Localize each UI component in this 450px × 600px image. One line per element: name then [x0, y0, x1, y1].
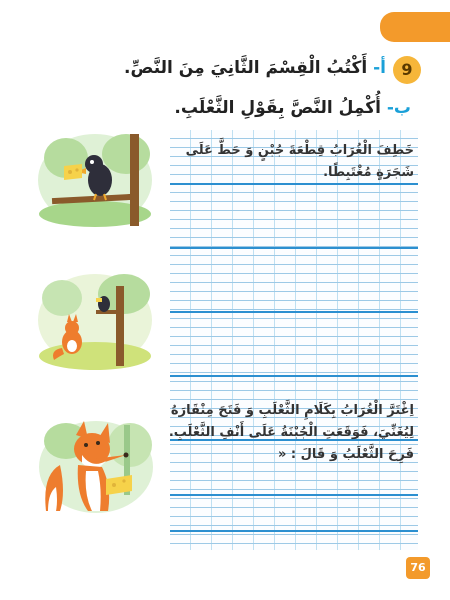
- writing-baseline: [170, 494, 418, 496]
- fox-with-cheese-illustration: [36, 415, 154, 515]
- crow-with-cheese-illustration: [36, 128, 154, 228]
- instruction-b-prefix: ب-: [386, 98, 411, 118]
- paragraph-line: لِيُغَنِّيَ، فَوَقَعَتِ الْجُبْنَةُ عَلَى أَنْفِ الثَّعْلَبِ.: [168, 425, 414, 440]
- ruled-writing-area[interactable]: [170, 130, 418, 550]
- writing-baseline: [170, 530, 418, 532]
- paragraph-line: فَرِحَ الثَّعْلَبُ وَ قَالَ : «: [278, 447, 414, 462]
- instruction-a-prefix: أ-: [373, 58, 386, 78]
- chapter-tab: [380, 12, 450, 42]
- fox-and-crow-illustration: [36, 270, 154, 370]
- instruction-b: [174, 98, 411, 118]
- instruction-a-text: أَكْتُبُ الْقِسْمَ الثَّانِيَ مِنَ النَّصِّ.: [124, 58, 368, 78]
- writing-baseline: [170, 247, 418, 249]
- paragraph-line: شَجَرَةٍ مُغْتَبِطًا.: [323, 165, 414, 180]
- text-paragraph-2: [168, 400, 414, 466]
- instruction-b-text: أُكْمِلُ النَّصَّ بِقَوْلِ الثَّعْلَبِ.: [174, 98, 381, 118]
- instruction-a: [124, 58, 386, 78]
- page-number-badge: 76: [406, 557, 430, 579]
- paragraph-line: خَطِفَ الْغُرَابُ قِطْعَةَ جُبْنٍ وَ حَطَّ عَلَى: [185, 143, 414, 158]
- exercise-number-badge: 9: [393, 56, 421, 84]
- paragraph-line: اِغْتَرَّ الْغُرَابُ بِكَلَامِ الثَّعْلَبِ وَ فَتَحَ مِنْقَارَهُ: [170, 403, 414, 418]
- writing-baseline: [170, 375, 418, 377]
- text-paragraph-1: [174, 140, 414, 184]
- writing-baseline: [170, 311, 418, 313]
